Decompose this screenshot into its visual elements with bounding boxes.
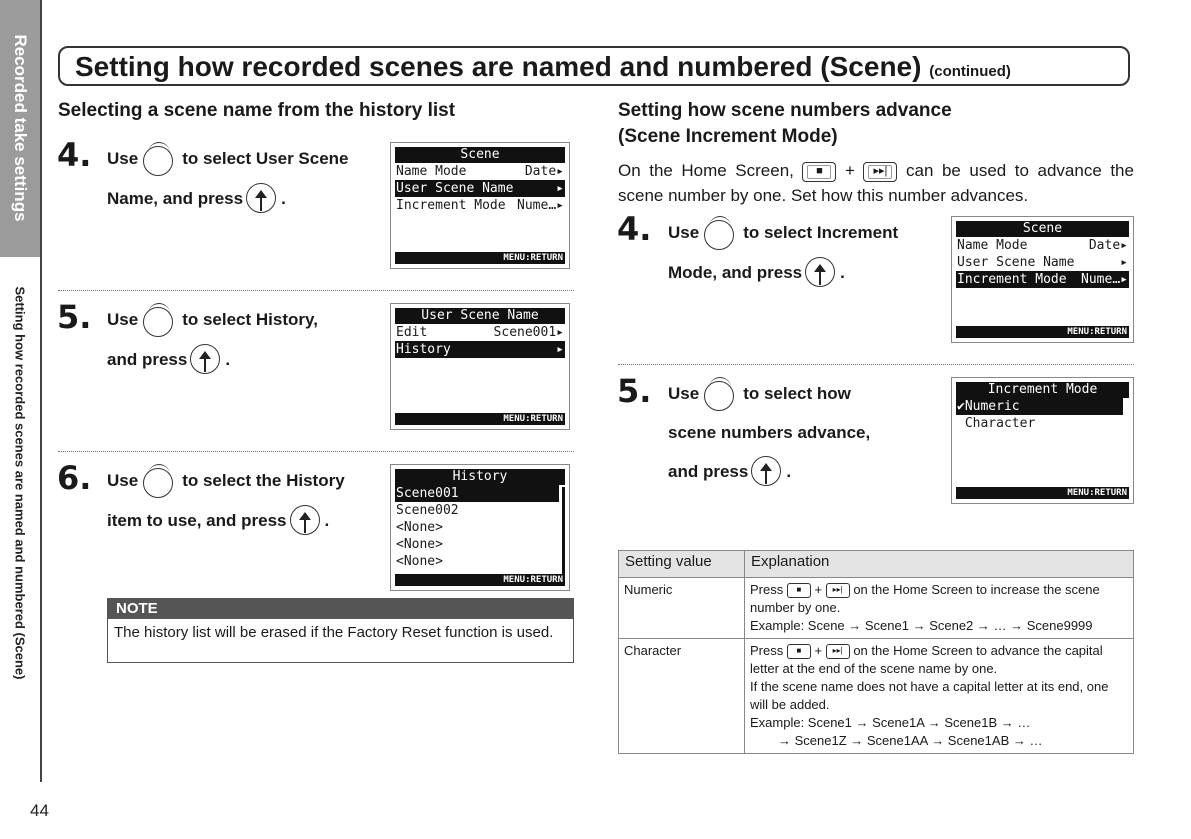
right-step5-line1 (668, 377, 851, 411)
note-box (107, 598, 574, 663)
right-step5-number: 5. (617, 372, 652, 410)
note-text: The history list will be erased if the Factory Reset function is used. (114, 624, 554, 641)
settings-table (618, 550, 1134, 754)
lcd-title: Scene (956, 221, 1129, 237)
fast-forward-key-icon: ▸▸| (826, 644, 850, 659)
lcd-screen-history (390, 464, 570, 591)
lcd-screen-user-scene-name (390, 303, 570, 430)
step-end: . (225, 350, 231, 369)
dial-icon (143, 464, 177, 498)
step-end: . (840, 263, 845, 282)
step-text: to select History, (182, 310, 318, 329)
left-step6-line1 (107, 464, 345, 498)
dotted-divider (58, 451, 574, 452)
page-title-box (58, 46, 1130, 86)
press-dial-icon (246, 183, 278, 215)
lcd-row: Increment Mode Nume…▸ (396, 198, 564, 213)
table-cell-setting: Character (619, 639, 745, 754)
left-step4-line2 (107, 183, 286, 215)
stop-key-icon: ■ (787, 644, 811, 659)
step-text: to select User Scene (182, 149, 349, 168)
step-end: . (786, 462, 792, 481)
lcd-footer: MENU:RETURN (956, 326, 1129, 338)
left-step6-number: 6. (57, 459, 92, 497)
lcd-screen-scene-increment (951, 216, 1134, 343)
dotted-divider (618, 364, 1134, 365)
dial-icon (143, 142, 177, 176)
lcd-row: Name Mode Date▸ (396, 164, 564, 179)
lcd-row: Edit Scene001▸ (396, 325, 564, 340)
step-text: and press (107, 350, 188, 369)
page-number: 44 (30, 801, 49, 820)
left-step4-line1 (107, 142, 349, 176)
step-text: Name, and press (107, 189, 244, 208)
right-step4-line1 (668, 216, 898, 250)
step-end: . (281, 189, 286, 208)
table-cell-explanation: Press ■ + ▸▸| on the Home Screen to advance the capital letter at the end of the scene name by one. If the scene name does not have a capital letter at its end, one will be added. Example: Scene1 → Scene1A → Scene1B → … → Scene1Z → Scene1AA → Scene1AB → … (745, 639, 1134, 754)
press-dial-icon (805, 257, 837, 289)
para-text: can be used to advance the scene number by one. Set how this number advances. (618, 161, 1134, 205)
lcd-screen-increment-mode (951, 377, 1134, 504)
lcd-row-selected: Increment Mode Nume…▸ (957, 272, 1128, 287)
left-step4-number: 4. (57, 136, 92, 174)
lcd-row: <None> (396, 554, 443, 569)
left-step5-line1 (107, 303, 318, 337)
page-title-main: Setting how recorded scenes are named and numbered (Scene) (75, 51, 922, 82)
lcd-title: Increment Mode (956, 382, 1129, 398)
step-text: item to use, and press (107, 511, 287, 530)
lcd-footer: MENU:RETURN (395, 574, 565, 586)
lcd-row: Character (957, 416, 1036, 431)
table-header-row (619, 551, 1134, 578)
use-word: Use (107, 310, 139, 329)
left-step5-number: 5. (57, 298, 92, 336)
step-text: to select the History (182, 471, 345, 490)
left-step6-line2 (107, 505, 329, 537)
step-text: to select Increment (743, 223, 899, 242)
table-cell-explanation: Press ■ + ▸▸| on the Home Screen to increase the scene number by one. Example: Scene → Scene1 → Scene2 → … → Scene9999 (745, 578, 1134, 639)
right-heading-line2: (Scene Increment Mode) (618, 126, 838, 147)
press-dial-icon (751, 456, 783, 488)
lcd-scrollbar (562, 487, 565, 575)
left-heading: Selecting a scene name from the history list (58, 100, 456, 121)
step-text: to select how (743, 384, 851, 403)
table-header: Explanation (745, 551, 1134, 578)
lcd-row-selected: History ▸ (396, 342, 564, 357)
plus-sign: + (844, 161, 855, 180)
lcd-row: <None> (396, 520, 443, 535)
side-tab-label: Recorded take settings (11, 34, 30, 222)
lcd-footer: MENU:RETURN (956, 487, 1129, 499)
step-text: and press (668, 462, 749, 481)
dial-icon (704, 377, 738, 411)
left-step5-line2 (107, 344, 230, 376)
use-word: Use (107, 149, 139, 168)
dotted-divider (58, 290, 574, 291)
lcd-footer: MENU:RETURN (395, 413, 565, 425)
stop-key-icon: ■ (802, 162, 836, 182)
lcd-title: History (395, 469, 565, 485)
right-heading-line1: Setting how scene numbers advance (618, 100, 952, 121)
lcd-footer: MENU:RETURN (395, 252, 565, 264)
lcd-row: <None> (396, 537, 443, 552)
note-label: NOTE (108, 599, 573, 619)
lcd-row-selected: User Scene Name ▸ (396, 181, 564, 196)
lcd-row: Scene002 (396, 503, 459, 518)
table-row (619, 639, 1134, 754)
press-dial-icon (190, 344, 222, 376)
step-text: Mode, and press (668, 263, 803, 282)
dial-icon (704, 216, 738, 250)
use-word: Use (107, 471, 139, 490)
right-step4-number: 4. (617, 210, 652, 248)
table-row (619, 578, 1134, 639)
right-step5-line2: scene numbers advance, (668, 423, 871, 442)
page-title (75, 51, 1011, 83)
fast-forward-key-icon: ▸▸| (826, 583, 850, 598)
right-step4-line2 (668, 257, 845, 289)
side-section-tab (0, 0, 40, 257)
right-step5-line3 (668, 456, 791, 488)
lcd-row-selected: ✔Numeric (956, 398, 1123, 415)
use-word: Use (668, 384, 700, 403)
lcd-title: User Scene Name (395, 308, 565, 324)
para-text: On the Home Screen, (618, 161, 794, 180)
side-divider (40, 0, 42, 782)
lcd-title: Scene (395, 147, 565, 163)
table-cell-setting: Numeric (619, 578, 745, 639)
right-intro-paragraph (618, 158, 1134, 208)
stop-key-icon: ■ (787, 583, 811, 598)
fast-forward-key-icon: ▸▸| (863, 162, 897, 182)
step-end: . (324, 511, 330, 530)
dial-icon (143, 303, 177, 337)
table-header: Setting value (619, 551, 745, 578)
lcd-row-selected: Scene001 (395, 485, 559, 502)
lcd-screen-scene (390, 142, 570, 269)
page-title-suffix: (continued) (929, 63, 1011, 80)
press-dial-icon (290, 505, 322, 537)
side-sub-label: Setting how recorded scenes are named and numbered (Scene) (12, 286, 28, 680)
use-word: Use (668, 223, 700, 242)
lcd-row: Name Mode Date▸ (957, 238, 1128, 253)
lcd-row: User Scene Name ▸ (957, 255, 1128, 270)
